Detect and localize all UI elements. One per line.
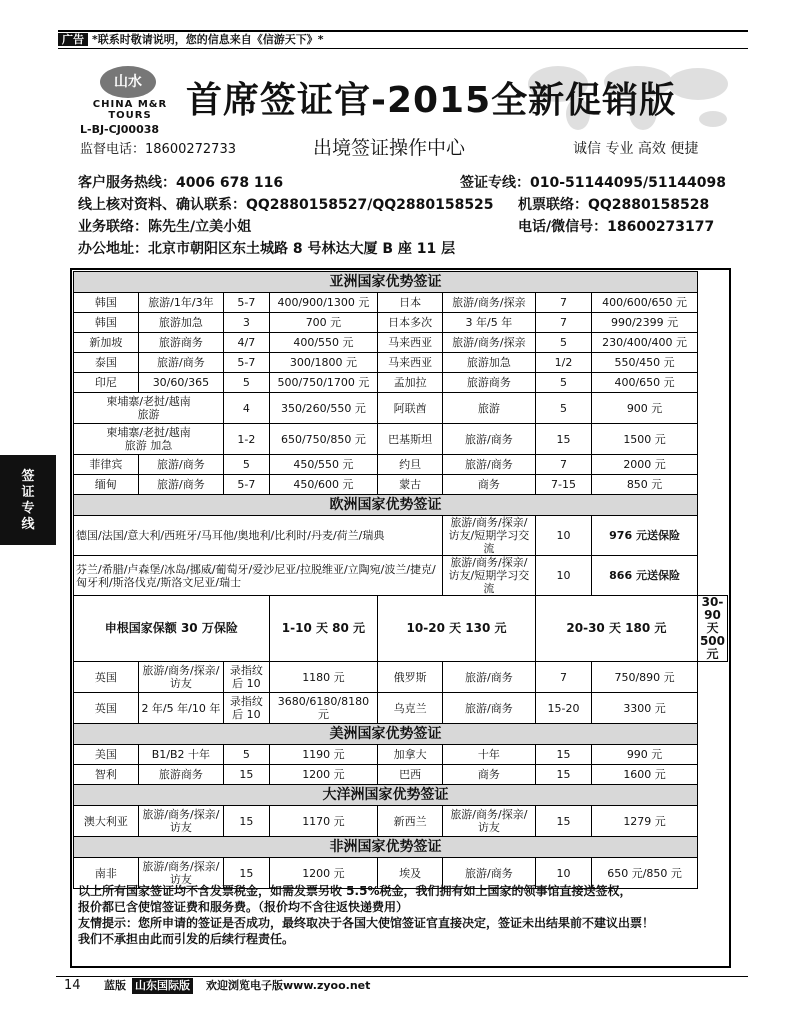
table-row <box>74 556 728 596</box>
processing-days: 4/7 <box>224 333 270 353</box>
business-contact: 业务联络：陈先生/立美小姐 <box>78 219 252 235</box>
visa-price: 3300 元 <box>592 693 698 724</box>
side-tab-char: 证 <box>21 485 35 500</box>
note-line: 以上所有国家签证均不含发票税金，如需发票另收 5.5%税金，我们拥有如上国家的领事馆直接送签权， <box>78 884 632 898</box>
header <box>58 50 748 170</box>
footer <box>56 976 748 995</box>
visa-type: 30/60/365 <box>138 373 223 393</box>
country: 日本 <box>378 293 443 313</box>
schengen-tier: 1-10 天 80 元 <box>269 596 378 662</box>
visa-price: 850 元 <box>592 475 698 495</box>
country: 俄罗斯 <box>378 662 443 693</box>
visa-price: 400/900/1300 元 <box>269 293 378 313</box>
processing-days: 3 <box>224 313 270 333</box>
country: 韩国 <box>74 313 139 333</box>
country: 阿联酋 <box>378 393 443 424</box>
processing-days: 15 <box>535 806 591 837</box>
visa-price: 3680/6180/8180 元 <box>269 693 378 724</box>
visa-price: 450/550 元 <box>269 455 378 475</box>
visa-price: 650 元/850 元 <box>592 858 698 889</box>
visa-type: 旅游/商务 <box>138 353 223 373</box>
asia-heading: 亚洲国家优势签证 <box>74 272 698 293</box>
visa-type: 旅游/商务 <box>442 858 535 889</box>
visa-price: 500/750/1700 元 <box>269 373 378 393</box>
ad-notice-bar <box>58 30 748 49</box>
visa-price: 400/600/650 元 <box>592 293 698 313</box>
visa-type: 旅游/商务 <box>138 475 223 495</box>
country: 韩国 <box>74 293 139 313</box>
processing-days: 7 <box>535 313 591 333</box>
processing-days: 录指纹后 10 <box>224 662 270 693</box>
visa-type: 旅游商务 <box>442 373 535 393</box>
contact-row <box>78 238 455 260</box>
table-row <box>74 662 728 693</box>
country: 加拿大 <box>378 745 443 765</box>
country: 巴基斯坦 <box>378 424 443 455</box>
visa-price: 300/1800 元 <box>269 353 378 373</box>
visa-price: 1500 元 <box>592 424 698 455</box>
table-row <box>74 293 728 313</box>
visa-type: 商务 <box>442 765 535 785</box>
contact-row <box>78 216 715 238</box>
page-title: 首席签证官-2015全新促销版 <box>186 80 677 121</box>
country: 孟加拉 <box>378 373 443 393</box>
page-number: 14 <box>64 978 81 993</box>
processing-days: 15 <box>535 424 591 455</box>
visa-type: 旅游商务 <box>138 765 223 785</box>
table-row <box>74 353 728 373</box>
schengen-tier: 20-30 天 180 元 <box>535 596 697 662</box>
visa-price: 1279 元 <box>592 806 698 837</box>
subtitle: 出境签证操作中心 <box>313 137 466 159</box>
visa-type: 旅游/商务 <box>442 693 535 724</box>
country: 约旦 <box>378 455 443 475</box>
contact-row <box>78 194 710 216</box>
table-row <box>74 373 728 393</box>
visa-type: 2 年/5 年/10 年 <box>138 693 223 724</box>
visa-type: 旅游/商务/探亲/访友 <box>138 662 223 693</box>
processing-days: 10 <box>535 858 591 889</box>
country: 缅甸 <box>74 475 139 495</box>
table-row <box>74 745 728 765</box>
processing-days: 5-7 <box>224 475 270 495</box>
visa-price: 700 元 <box>269 313 378 333</box>
table-row <box>74 455 728 475</box>
slogan: 诚信 专业 高效 便捷 <box>573 141 699 157</box>
side-tab-char: 线 <box>21 517 35 532</box>
license-number: L-BJ-CJ00038 <box>80 123 160 136</box>
country: 智利 <box>74 765 139 785</box>
visa-price: 2000 元 <box>592 455 698 475</box>
processing-days: 7 <box>535 293 591 313</box>
visa-type: 旅游/商务 <box>442 424 535 455</box>
notes <box>78 883 738 947</box>
note-line: 我们不承担由此而引发的后续行程责任。 <box>78 932 295 946</box>
visa-price: 866 元送保险 <box>592 556 698 596</box>
visa-price: 350/260/550 元 <box>269 393 378 424</box>
country: 英国 <box>74 693 139 724</box>
visa-type: 旅游/商务/探亲/访友 <box>138 806 223 837</box>
visa-type: 旅游/商务/探亲 <box>442 333 535 353</box>
qq-contact: 线上核对资料、确认联系：QQ2880158527/QQ2880158525 <box>78 197 494 213</box>
europe-heading: 欧洲国家优势签证 <box>74 495 698 516</box>
europe-countries: 芬兰/希腊/卢森堡/冰岛/挪威/葡萄牙/爱沙尼亚/拉脱维亚/立陶宛/波兰/捷克/匈牙利/斯洛伐克/斯洛文尼亚/瑞士 <box>74 556 443 596</box>
visa-type: 商务 <box>442 475 535 495</box>
country: 巴西 <box>378 765 443 785</box>
country: 印尼 <box>74 373 139 393</box>
visa-line: 签证专线：010-51144095/51144098 <box>460 175 727 191</box>
table-row <box>74 693 728 724</box>
country: 菲律宾 <box>74 455 139 475</box>
ticket-contact: 机票联络：QQ2880158528 <box>518 197 710 213</box>
country: 蒙古 <box>378 475 443 495</box>
processing-days: 5-7 <box>224 293 270 313</box>
ad-notice-text: *联系时敬请说明，您的信息来自《信游天下》* <box>92 33 324 46</box>
processing-days: 5 <box>535 393 591 424</box>
africa-heading: 非洲国家优势签证 <box>74 837 698 858</box>
schengen-insurance-label: 申根国家保额 30 万保险 <box>74 596 270 662</box>
visa-price: 230/400/400 元 <box>592 333 698 353</box>
processing-days: 1-2 <box>224 424 270 455</box>
processing-days: 录指纹后 10 <box>224 693 270 724</box>
table-row <box>74 806 728 837</box>
visa-type: 旅游/商务 <box>442 455 535 475</box>
company-logo <box>80 66 180 121</box>
schengen-insurance-row <box>74 596 728 662</box>
note-line: 报价都已含使馆签证费和服务费。（报价均不含往返快递费用） <box>78 900 409 914</box>
table-row <box>74 393 728 424</box>
visa-price: 450/600 元 <box>269 475 378 495</box>
visa-type: 旅游/商务/探亲 <box>442 293 535 313</box>
processing-days: 5 <box>224 455 270 475</box>
visa-type: 旅游/商务/探亲/访友 <box>138 858 223 889</box>
country: 南非 <box>74 858 139 889</box>
processing-days: 5 <box>224 373 270 393</box>
visa-type: 旅游 <box>442 393 535 424</box>
processing-days: 4 <box>224 393 270 424</box>
table-row <box>74 424 728 455</box>
visa-price: 990 元 <box>592 745 698 765</box>
processing-days: 5 <box>535 373 591 393</box>
country: 澳大利亚 <box>74 806 139 837</box>
processing-days: 1/2 <box>535 353 591 373</box>
visa-price: 1190 元 <box>269 745 378 765</box>
visa-price: 1200 元 <box>269 858 378 889</box>
country: 乌克兰 <box>378 693 443 724</box>
processing-days: 7 <box>535 455 591 475</box>
supervise-phone: 监督电话：18600272733 <box>80 142 236 157</box>
visa-type: 旅游/商务/探亲/访友/短期学习交流 <box>442 516 535 556</box>
country: 马来西亚 <box>378 333 443 353</box>
service-hotline: 客户服务热线：4006 678 116 <box>78 175 284 191</box>
visa-type: 旅游/商务 <box>442 662 535 693</box>
visa-price: 1180 元 <box>269 662 378 693</box>
country: 柬埔寨/老挝/越南 旅游 加急 <box>74 424 224 455</box>
oceania-heading: 大洋洲国家优势签证 <box>74 785 698 806</box>
edition-color-label: 蓝版 <box>104 979 126 992</box>
processing-days: 7-15 <box>535 475 591 495</box>
processing-days: 7 <box>535 662 591 693</box>
note-line: 友情提示：您所申请的签证是否成功，最终取决于各国大使馆签证官直接决定，签证未出结果前不建议出票！ <box>78 916 655 930</box>
processing-days: 15 <box>224 806 270 837</box>
country: 美国 <box>74 745 139 765</box>
country: 英国 <box>74 662 139 693</box>
america-heading: 美洲国家优势签证 <box>74 724 698 745</box>
country: 柬埔寨/老挝/越南 旅游 <box>74 393 224 424</box>
side-tab <box>0 455 56 545</box>
table-row <box>74 765 728 785</box>
visa-price-table <box>73 271 728 889</box>
visa-type: 旅游商务 <box>138 333 223 353</box>
processing-days: 10 <box>535 516 591 556</box>
visa-type: 十年 <box>442 745 535 765</box>
visa-type: 旅游/商务/探亲/访友/短期学习交流 <box>442 556 535 596</box>
table-row <box>74 475 728 495</box>
office-address: 办公地址：北京市朝阳区东土城路 8 号林达大厦 B 座 11 层 <box>78 241 456 257</box>
processing-days: 5 <box>535 333 591 353</box>
contact-row <box>78 172 727 194</box>
processing-days: 10 <box>535 556 591 596</box>
visa-price: 550/450 元 <box>592 353 698 373</box>
visa-type: 旅游/商务 <box>138 455 223 475</box>
processing-days: 5-7 <box>224 353 270 373</box>
visa-type: 旅游加急 <box>442 353 535 373</box>
country: 新西兰 <box>378 806 443 837</box>
europe-countries: 德国/法国/意大利/西班牙/马耳他/奥地利/比利时/丹麦/荷兰/瑞典 <box>74 516 443 556</box>
schengen-tier: 30-90 天 500 元 <box>697 596 727 662</box>
processing-days: 15 <box>535 745 591 765</box>
visa-price: 1200 元 <box>269 765 378 785</box>
visa-type: 3 年/5 年 <box>442 313 535 333</box>
country: 泰国 <box>74 353 139 373</box>
visa-type: 旅游/商务/探亲/访友 <box>442 806 535 837</box>
side-tab-char: 签 <box>21 469 35 484</box>
processing-days: 15 <box>224 765 270 785</box>
visa-price: 400/550 元 <box>269 333 378 353</box>
edition-label: 山东国际版 <box>132 978 193 994</box>
logo-mark: 山水 <box>100 66 156 98</box>
visa-price: 1600 元 <box>592 765 698 785</box>
phone-wechat: 电话/微信号：18600273177 <box>518 219 715 235</box>
country: 日本多次 <box>378 313 443 333</box>
processing-days: 15 <box>224 858 270 889</box>
table-row <box>74 516 728 556</box>
logo-english: CHINA M&R TOURS <box>92 99 168 121</box>
website-link[interactable]: 欢迎浏览电子版www.zyoo.net <box>206 979 371 992</box>
ad-label: 广告 <box>58 33 88 46</box>
visa-type: 旅游加急 <box>138 313 223 333</box>
country: 新加坡 <box>74 333 139 353</box>
visa-price: 750/890 元 <box>592 662 698 693</box>
processing-days: 5 <box>224 745 270 765</box>
schengen-tier: 10-20 天 130 元 <box>378 596 536 662</box>
visa-type: B1/B2 十年 <box>138 745 223 765</box>
visa-price: 400/650 元 <box>592 373 698 393</box>
visa-price: 1170 元 <box>269 806 378 837</box>
visa-type: 旅游/1年/3年 <box>138 293 223 313</box>
processing-days: 15 <box>535 765 591 785</box>
country: 马来西亚 <box>378 353 443 373</box>
visa-price: 976 元送保险 <box>592 516 698 556</box>
table-row <box>74 333 728 353</box>
table-row <box>74 313 728 333</box>
country: 埃及 <box>378 858 443 889</box>
processing-days: 15-20 <box>535 693 591 724</box>
side-tab-char: 专 <box>21 501 35 516</box>
visa-price: 900 元 <box>592 393 698 424</box>
visa-price: 650/750/850 元 <box>269 424 378 455</box>
visa-price: 990/2399 元 <box>592 313 698 333</box>
